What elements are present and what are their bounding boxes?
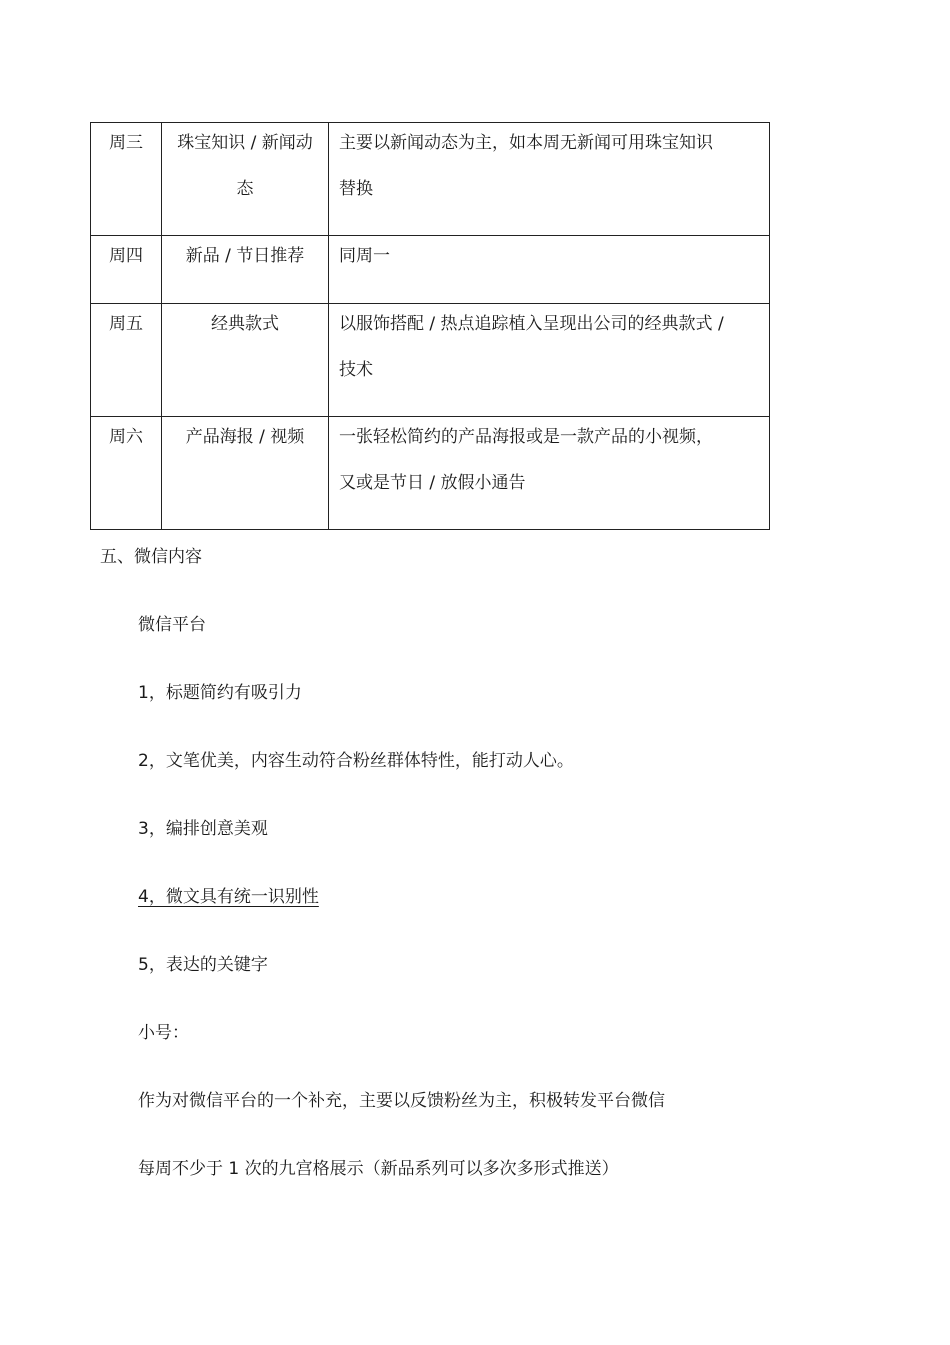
day-cell: 周三: [91, 123, 162, 236]
table-row: [91, 417, 770, 530]
table-row: [91, 123, 770, 236]
table-row: [91, 236, 770, 304]
list-item: 3，编排创意美观: [138, 819, 268, 839]
topic-line: 新品 / 节日推荐: [185, 246, 305, 266]
topic-line: 产品海报 / 视频: [185, 427, 305, 447]
topic-cell: [162, 304, 329, 417]
description-line: 又或是节日 / 放假小通告: [339, 473, 526, 493]
list-item: 5，表达的关键字: [138, 955, 268, 975]
topic-line: 经典款式: [211, 314, 279, 334]
description-line: 以服饰搭配 / 热点追踪植入呈现出公司的经典款式 /: [339, 314, 724, 334]
day-cell: 周六: [91, 417, 162, 530]
topic-cell: [162, 123, 329, 236]
platform-title: 微信平台: [138, 615, 206, 635]
table-row: [91, 304, 770, 417]
description-line: 一张轻松简约的产品海报或是一款产品的小视频，: [339, 427, 713, 447]
description-cell: [329, 304, 770, 417]
topic-line: 珠宝知识 / 新闻动: [177, 133, 313, 153]
description-cell: [329, 236, 770, 304]
description-line: 同周一: [339, 246, 390, 266]
topic-cell: [162, 417, 329, 530]
day-cell: 周四: [91, 236, 162, 304]
description-cell: [329, 417, 770, 530]
description-cell: [329, 123, 770, 236]
description-line: 替换: [339, 179, 373, 199]
description-line: 技术: [339, 360, 373, 380]
content-schedule-table: [90, 122, 770, 530]
day-cell: 周五: [91, 304, 162, 417]
list-item: 2，文笔优美，内容生动符合粉丝群体特性，能打动人心。: [138, 751, 574, 771]
list-item: 1，标题简约有吸引力: [138, 683, 302, 703]
paragraph: 每周不少于 1 次的九宫格展示（新品系列可以多次多形式推送）: [138, 1159, 619, 1179]
small-account-title: 小号：: [138, 1023, 189, 1043]
description-line: 主要以新闻动态为主，如本周无新闻可用珠宝知识: [339, 133, 713, 153]
section-heading: 五、微信内容: [100, 547, 202, 567]
topic-line: 态: [236, 179, 254, 199]
list-item: 4，微文具有统一识别性: [138, 887, 319, 907]
paragraph: 作为对微信平台的一个补充，主要以反馈粉丝为主，积极转发平台微信: [138, 1091, 665, 1111]
topic-cell: [162, 236, 329, 304]
